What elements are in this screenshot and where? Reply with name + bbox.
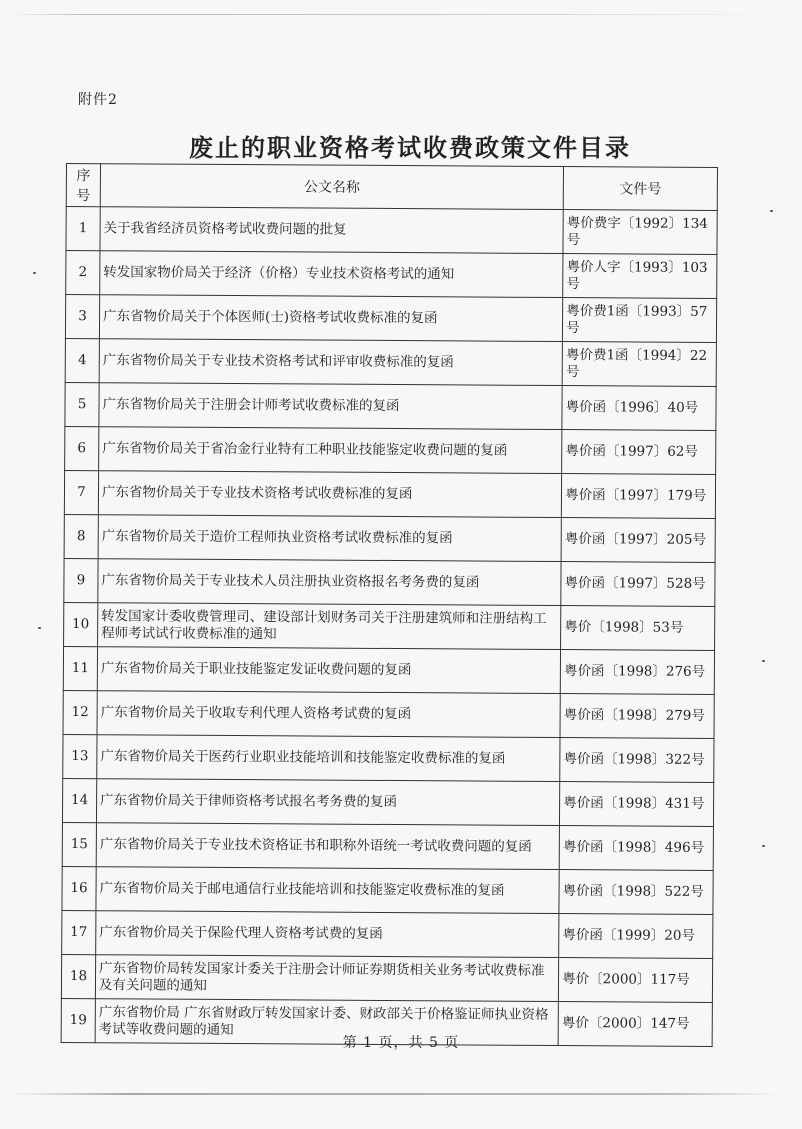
document-name: 广东省物价局关于收取专利代理人资格考试费的复函 [97, 691, 560, 738]
document-name: 广东省物价局关于个体医师(士)资格考试收费标准的复函 [99, 295, 562, 342]
document-number: 粤价〔2000〕147号 [558, 1002, 712, 1047]
table-row [62, 910, 713, 958]
document-name: 广东省物价局关于造价工程师执业资格考试收费标准的复函 [98, 515, 561, 562]
document-number: 粤价〔1998〕53号 [561, 606, 715, 651]
row-number: 19 [61, 998, 95, 1042]
row-number: 11 [63, 646, 97, 690]
table-row [66, 207, 717, 255]
table-row [62, 866, 713, 914]
document-name: 广东省物价局关于保险代理人资格考试费的复函 [96, 911, 559, 958]
table-row [65, 338, 716, 386]
row-number: 6 [65, 426, 99, 470]
document-name: 广东省物价局关于专业技术资格证书和职称外语统一考试收费问题的复函 [96, 823, 559, 870]
scan-speck [762, 660, 765, 662]
catalog-table [61, 163, 718, 1047]
document-name: 广东省物价局关于省冶金行业特有工种职业技能鉴定收费问题的复函 [99, 427, 562, 474]
document-name: 关于我省经济员资格考试收费问题的批复 [100, 207, 563, 254]
document-number: 粤价费字〔1992〕134号 [563, 210, 717, 255]
table-body [61, 207, 717, 1047]
table-row [64, 602, 715, 650]
table-row [64, 514, 715, 562]
document-title: 废止的职业资格考试收费政策文件目录 [189, 133, 631, 162]
document-number: 粤价函〔1998〕496号 [559, 826, 713, 871]
table-row [63, 734, 714, 782]
row-number: 10 [64, 602, 98, 646]
scan-speck [33, 272, 36, 274]
document-name: 广东省物价局关于注册会计师考试收费标准的复函 [99, 383, 562, 430]
document-name: 转发国家物价局关于经济（价格）专业技术资格考试的通知 [100, 251, 563, 298]
header-doc: 文件号 [563, 167, 717, 211]
row-number: 4 [65, 338, 99, 382]
document-name: 广东省物价局关于邮电通信行业技能培训和技能鉴定收费标准的复函 [96, 867, 559, 914]
row-number: 18 [61, 954, 95, 998]
scan-speck [770, 210, 773, 212]
row-number: 8 [64, 514, 98, 558]
row-number: 3 [65, 295, 99, 339]
header-no: 序号 [66, 164, 100, 207]
document-number: 粤价函〔1997〕62号 [562, 430, 716, 475]
row-number: 2 [66, 251, 100, 295]
table-row [64, 470, 715, 518]
document-number: 粤价函〔1997〕179号 [561, 474, 715, 519]
row-number: 16 [62, 866, 96, 910]
document-number: 粤价费1函〔1993〕57号 [563, 298, 717, 343]
row-number: 17 [62, 910, 96, 954]
document-name: 广东省物价局关于职业技能鉴定发证收费问题的复函 [97, 647, 560, 694]
row-number: 5 [65, 382, 99, 426]
table-row [64, 558, 715, 606]
document-number: 粤价函〔1997〕528号 [561, 562, 715, 607]
document-number: 粤价函〔1998〕431号 [560, 782, 714, 827]
table-header-row [66, 164, 717, 211]
document-name: 广东省物价局关于专业技术资格考试和评审收费标准的复函 [99, 339, 562, 386]
page-footer: 第 1 页，共 5 页 [342, 1035, 460, 1051]
document-number: 粤价函〔1998〕279号 [560, 694, 714, 739]
scan-speck [38, 627, 41, 629]
row-number: 12 [63, 690, 97, 734]
document-number: 粤价函〔1998〕522号 [559, 870, 713, 915]
scan-edge-bottom [10, 1093, 780, 1095]
document-number: 粤价人字〔1993〕103号 [563, 254, 717, 299]
row-number: 15 [62, 822, 96, 866]
table-row [61, 954, 712, 1002]
document-number: 粤价函〔1998〕322号 [560, 738, 714, 783]
document-name: 转发国家计委收费管理司、建设部计划财务司关于注册建筑师和注册结构工程师考试试行收费标准的通知 [98, 603, 561, 650]
scan-edge-top [8, 14, 788, 15]
document-name: 广东省物价局转发国家计委关于注册会计师证券期货相关业务考试收费标准及有关问题的通知 [95, 955, 558, 1002]
table-row [63, 690, 714, 738]
table-row [63, 646, 714, 694]
table-row [65, 295, 716, 343]
row-number: 13 [63, 734, 97, 778]
document-number: 粤价〔2000〕117号 [559, 958, 713, 1003]
table-row [65, 382, 716, 430]
table-row [66, 251, 717, 299]
document-number: 粤价函〔1999〕20号 [559, 914, 713, 959]
document-name: 广东省物价局关于律师资格考试报名考务费的复函 [96, 779, 559, 826]
document-number: 粤价函〔1996〕40号 [562, 386, 716, 431]
row-number: 1 [66, 207, 100, 251]
scan-speck [762, 845, 765, 847]
table-row [62, 778, 713, 826]
table-row [62, 822, 713, 870]
header-name: 公文名称 [100, 164, 563, 210]
row-number: 9 [64, 558, 98, 602]
row-number: 7 [64, 470, 98, 514]
row-number: 14 [62, 778, 96, 822]
document-number: 粤价费1函〔1994〕22号 [562, 342, 716, 387]
document-name: 广东省物价局关于专业技术人员注册执业资格报名考务费的复函 [98, 559, 561, 606]
annex-label: 附件2 [78, 92, 118, 108]
document-name: 广东省物价局关于专业技术资格考试收费标准的复函 [98, 471, 561, 518]
document-number: 粤价函〔1997〕205号 [561, 518, 715, 563]
table-row [65, 426, 716, 474]
document-name: 广东省物价局关于医药行业职业技能培训和技能鉴定收费标准的复函 [97, 735, 560, 782]
document-number: 粤价函〔1998〕276号 [560, 650, 714, 695]
document-name: 广东省物价局 广东省财政厅转发国家计委、财政部关于价格鉴证师执业资格考试等收费问题的通知 [95, 999, 558, 1046]
